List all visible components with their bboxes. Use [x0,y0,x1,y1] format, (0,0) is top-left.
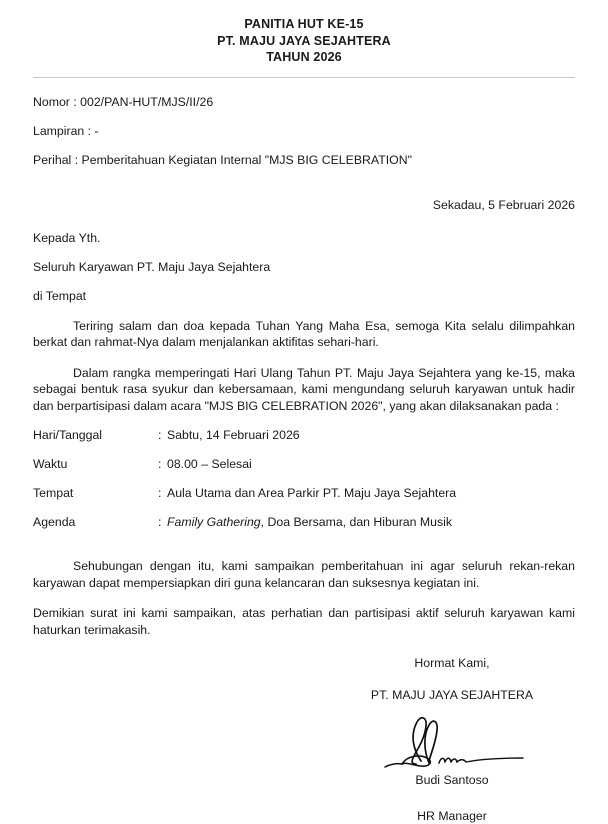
body-paragraph-greeting: Teriring salam dan doa kepada Tuhan Yang Maha Esa, semoga Kita selalu dilimpahkan berkat dan rahmat-Nya dalam menjalankan aktifitas sehari-hari. [33,318,575,349]
reference-block [33,95,575,168]
signature-block [337,656,567,824]
signature-closing: Hormat Kami, [414,656,490,670]
detail-separator: : [158,515,162,529]
detail-value-waktu: 08.00 – Selesai [167,457,252,471]
agenda-rest-text: , Doa Bersama, dan Hiburan Musik [260,515,453,529]
recipient-salutation: Kepada Yth. [33,230,101,245]
detail-label-waktu: Waktu [33,457,68,471]
letterhead-line-committee: PANITIA HUT KE-15 [244,17,364,31]
dateline: Sekadau, 5 Februari 2026 [432,197,575,212]
reference-nomor: Nomor : 002/PAN-HUT/MJS/II/26 [33,94,214,109]
detail-value-tempat: Aula Utama dan Area Parkir PT. Maju Jaya Sejahtera [167,486,457,500]
body-paragraph-closing: Demikian surat ini kami sampaikan, atas perhatian dan partisipasi aktif seluruh karyawan kami haturkan terimakasih. [33,606,575,637]
detail-separator: : [158,457,162,471]
body-paragraph-followup: Sehubungan dengan itu, kami sampaikan pemberitahuan ini agar seluruh rekan-rekan karyawan dapat mempersiapkan diri guna kelancaran dan suksesnya kegiatan ini. [33,559,575,590]
detail-label-agenda: Agenda [33,515,76,529]
body-paragraph-invitation: Dalam rangka memperingati Hari Ulang Tahun PT. Maju Jaya Sejahtera yang ke-15, maka sebagai bentuk rasa syukur dan kebersamaan, kami mengundang seluruh karyawan untuk hadir dan berpartisipasi dalam acara "MJS BIG CELEBRATION 2026", yang akan dilaksanakan pada : [33,365,575,413]
table-row [33,486,575,515]
recipient-place: di Tempat [33,288,87,303]
signature-name: Budi Santoso [415,773,489,787]
letterhead-line-company: PT. MAJU JAYA SEJAHTERA [217,33,391,48]
detail-label-hari-tanggal: Hari/Tanggal [33,428,103,442]
table-row [33,428,575,457]
detail-separator: : [158,486,162,500]
recipient-name: Seluruh Karyawan PT. Maju Jaya Sejahtera [33,259,271,274]
table-row [33,457,575,486]
detail-separator: : [158,428,162,442]
reference-perihal: Perihal : Pemberitahuan Kegiatan Internal "MJS BIG CELEBRATION" [33,152,412,167]
detail-value-hari-tanggal: Sabtu, 14 Februari 2026 [167,428,300,442]
recipient-block [33,231,575,304]
letterhead-line-year: TAHUN 2026 [266,50,342,64]
event-details-table [33,428,575,544]
handwritten-signature-icon [337,709,567,771]
signature-organization: PT. MAJU JAYA SEJAHTERA [370,688,534,702]
signature-title: HR Manager [417,809,487,823]
reference-lampiran: Lampiran : - [33,123,99,138]
header-divider [33,77,575,78]
agenda-italic-term: Family Gathering [167,515,261,529]
detail-label-tempat: Tempat [33,486,74,500]
table-row [33,515,575,544]
detail-value-agenda [167,515,575,544]
letterhead [33,0,575,66]
